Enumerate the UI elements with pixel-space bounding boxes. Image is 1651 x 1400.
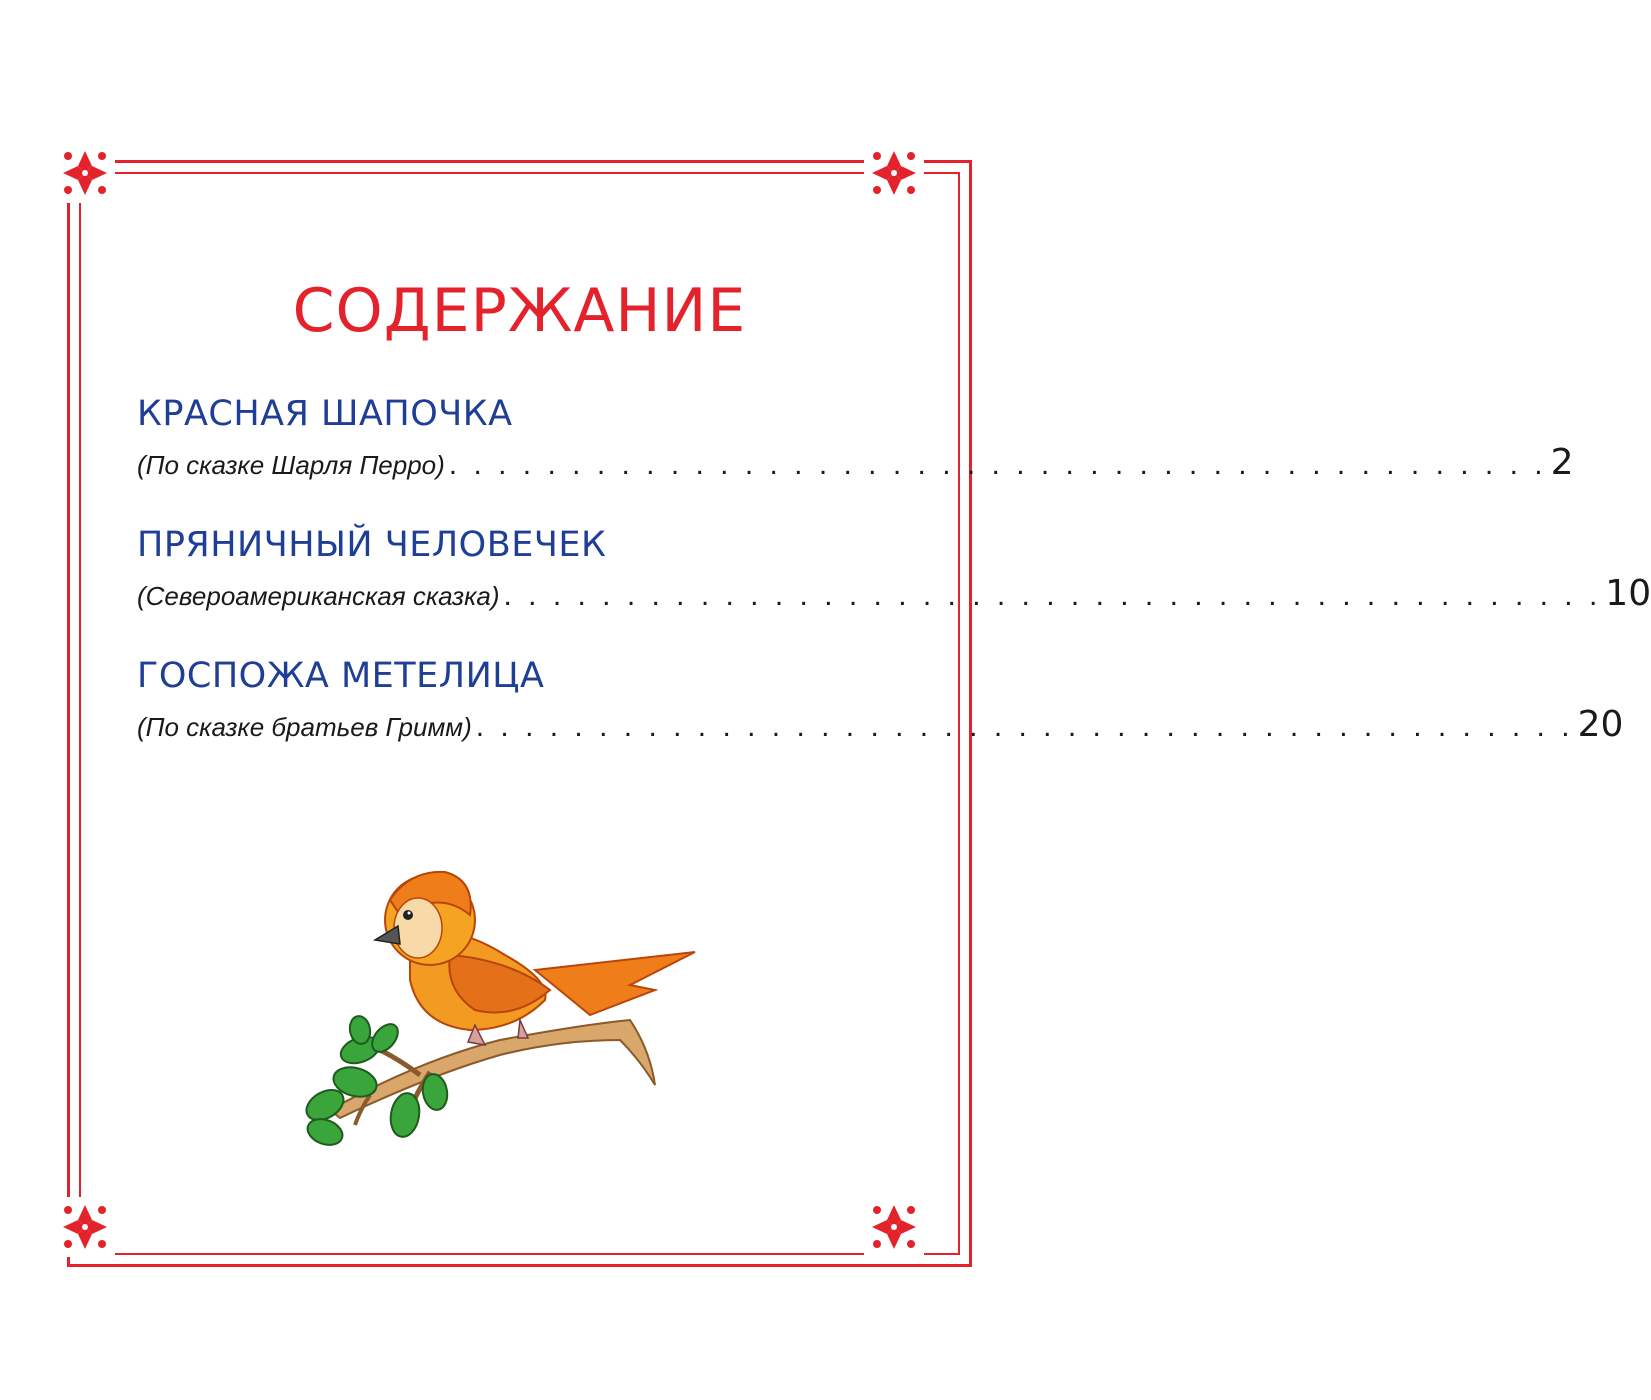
toc-entry-subtitle: (По сказке братьев Гримм) — [137, 712, 472, 742]
toc-entry-line — [137, 573, 1651, 614]
toc-entry-line — [137, 442, 1574, 483]
toc-entry-subtitle: (По сказке Шарля Перро) — [137, 450, 445, 480]
corner-ornament-top-left-icon — [55, 143, 115, 203]
corner-ornament-bottom-left-icon — [55, 1197, 115, 1257]
corner-ornament-bottom-right-icon — [864, 1197, 924, 1257]
toc-entry[interactable] — [137, 392, 1574, 483]
toc-entry-subtitle: (Североамериканская сказка) — [137, 581, 500, 611]
dot-leader: . . . . . . . . . . . . . . . . . . . . . . . . . . . . . . . . . . . . . . . . . . . . . — [448, 448, 1547, 481]
toc-entry-title[interactable]: ГОСПОЖА МЕТЕЛИЦА — [137, 656, 545, 696]
toc-entry[interactable] — [137, 523, 1651, 614]
toc-entry-title[interactable]: ПРЯНИЧНЫЙ ЧЕЛОВЕЧЕК — [137, 525, 607, 565]
page-title: СОДЕРЖАНИЕ — [292, 276, 747, 346]
toc-page-number[interactable]: 2 — [1550, 442, 1574, 483]
corner-ornament-top-right-icon — [864, 143, 924, 203]
toc-entry[interactable] — [137, 654, 1624, 745]
toc-entry-line — [137, 704, 1624, 745]
dot-leader: . . . . . . . . . . . . . . . . . . . . . . . . . . . . . . . . . . . . . . . . . . . . . — [503, 579, 1602, 612]
toc-page-number[interactable]: 10 — [1605, 573, 1651, 614]
dot-leader: . . . . . . . . . . . . . . . . . . . . . . . . . . . . . . . . . . . . . . . . . . . . . — [475, 710, 1574, 743]
toc-entry-title[interactable]: КРАСНАЯ ШАПОЧКА — [137, 394, 513, 434]
toc-page-number[interactable]: 20 — [1577, 704, 1624, 745]
bird-on-branch-illustration — [300, 860, 700, 1150]
